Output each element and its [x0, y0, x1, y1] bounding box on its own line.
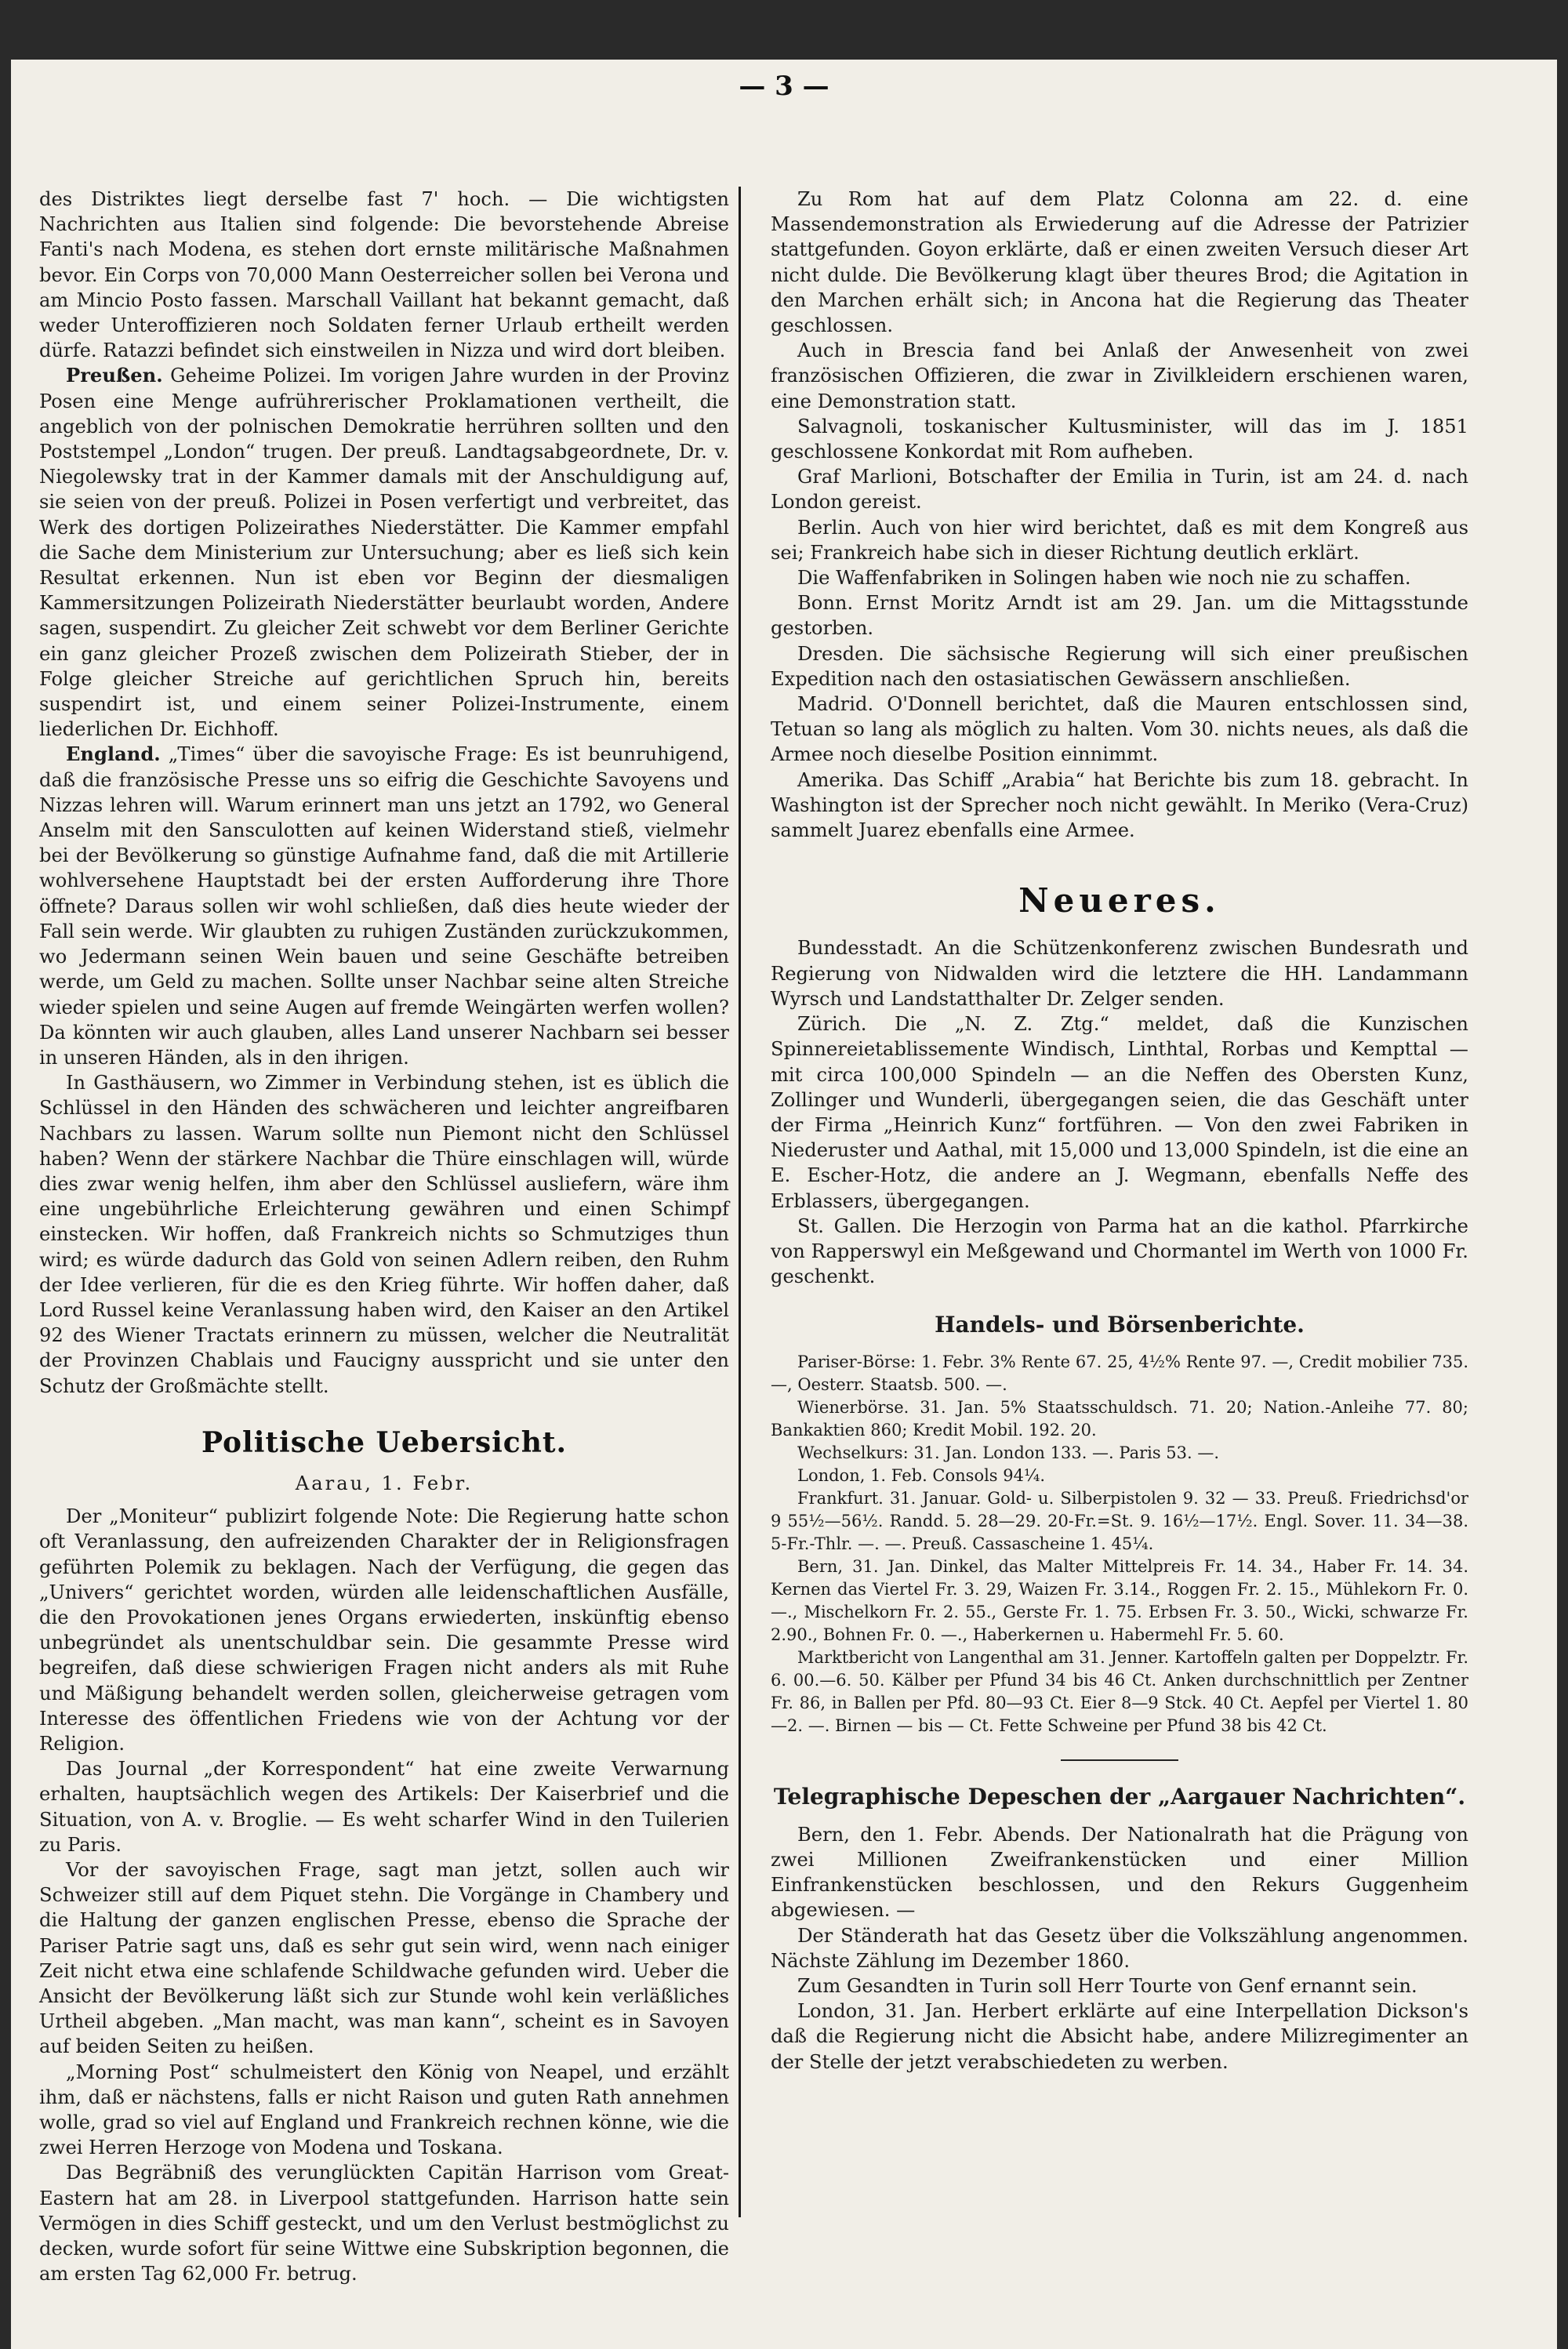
left-column [39, 187, 729, 2285]
article-paragraph: London, 31. Jan. Herbert erklärte auf eine Interpellation Dickson's daß die Regierung nicht die Absicht habe, andere Milizregimenter an der Stelle der jetzt verabschiedeten zu werben. [771, 2000, 1468, 2073]
article-paragraph: Der „Moniteur“ publizirt folgende Note: Die Regierung hatte schon oft Veranlassung, den aufreizenden Charakter der in Religionsfragen geführten Polemik zu beklagen. Nach der Verfügung, die gegen das „Univers“ gerichtet worden, würden alle leidenschaftlichen Ausfälle, die den Provokationen jenes Organs erwiederten, inskünftig ebenso unbegründet als unentschuldbar sein. Die gesammte Presse wird begreifen, daß diese schwierigen Fragen nicht anders als mit Ruhe und Mäßigung behandelt werden sollen, gleicherweise getragen vom Interesse des öffentlichen Friedens wie von der Achtung vor der Religion. [39, 1505, 729, 1755]
article-text: „Times“ über die savoyische Frage: Es ist beunruhigend, daß die französische Presse uns so eifrig die Geschichte Savoyens und Nizzas lehren will. Warum erinnert man uns jetzt an 1792, wo General Anselm mit den Sansculotten auf keinen Widerstand stieß, vielmehr bei der Bevölkerung so günstige Aufnahme fand, daß die mit Artillerie wohlversehene Hauptstadt bei der ersten Aufforderung ihre Thore öffnete? Daraus sollen wir wohl schließen, daß dies heute wieder der Fall sein werde. Wir glaubten zu ruhigen Zuständen zurückzukommen, wo Jedermann seinen Wein bauen und seine Geschäfte betreiben werde, um Geld zu machen. Sollte unser Nachbar seine alten Streiche wieder spielen und seine Augen auf fremde Weingärten werfen wollen? Da könnten wir auch glauben, alles Land unserer Nachbarn sei besser in unseren Händen, als in den ihrigen. [39, 743, 729, 1069]
dateline: Aarau, 1. Febr. [295, 1472, 474, 1494]
article-paragraph: Berlin. Auch von hier wird berichtet, daß es mit dem Kongreß aus sei; Frankreich habe sich in dieser Richtung deutlich erklärt. [771, 516, 1468, 564]
market-report: Wechselkurs: 31. Jan. London 133. —. Paris 53. —. [797, 1443, 1220, 1462]
market-report: London, 1. Feb. Consols 94¼. [797, 1465, 1046, 1485]
article-paragraph: Das Begräbniß des verunglückten Capitän Harrison vom Great-Eastern hat am 28. in Liverpool stattgefunden. Harrison hatte sein Vermögen in dies Schiff gesteckt, und um den Verlust bestmöglichst zu decken, wurde sofort für seine Wittwe eine Subskription begonnen, die am ersten Tag 62,000 Fr. betrug. [39, 2162, 729, 2285]
column-divider [739, 187, 741, 2217]
article-paragraph [39, 363, 729, 742]
article-paragraph: Bundesstadt. An die Schützenkonferenz zwischen Bundesrath und Regierung von Nidwalden wird die letztere die HH. Landammann Wyrsch und Landstatthalter Dr. Zelger senden. [771, 937, 1468, 1010]
article-paragraph: Der Ständerath hat das Gesetz über die Volkszählung angenommen. Nächste Zählung im Dezember 1860. [771, 1924, 1468, 1972]
article-paragraph: „Morning Post“ schulmeistert den König von Neapel, und erzählt ihm, daß er nächstens, falls er nicht Raison und guten Rath annehmen wolle, grad so viel auf England und Frankreich rechnen könne, wie die zwei Herren Herzoge von Modena und Toskana. [39, 2060, 729, 2159]
article-paragraph [39, 742, 729, 1070]
article-paragraph: Zu Rom hat auf dem Platz Colonna am 22. d. eine Massendemonstration als Erwiederung auf die Adresse der Patrizier stattgefunden. Goyon erklärte, daß er einen zweiten Versuch dieser Art nicht dulde. Die Bevölkerung klagt über theures Brod; die Agitation in den Marchen erhält sich; in Ancona hat die Regierung das Theater geschlossen. [771, 188, 1468, 337]
article-paragraph: Dresden. Die sächsische Regierung will sich einer preußischen Expedition nach den ostasiatischen Gewässern anschließen. [771, 642, 1468, 690]
article-paragraph: St. Gallen. Die Herzogin von Parma hat an die kathol. Pfarrkirche von Rapperswyl ein Meßgewand und Chormantel im Werth von 1000 Fr. geschenkt. [771, 1214, 1468, 1288]
article-paragraph: des Distriktes liegt derselbe fast 7' hoch. — Die wichtigsten Nachrichten aus Italien sind folgende: Die bevorstehende Abreise Fanti's nach Modena, es stehen dort ernste militärische Maßnahmen bevor. Ein Corps von 70,000 Mann Oesterreicher sollen bei Verona und am Mincio Posto fassen. Marschall Vaillant hat bekannt gemacht, daß weder Unteroffizieren noch Soldaten ferner Urlaub ertheilt werden dürfe. Ratazzi befindet sich einstweilen in Nizza und wird dort bleiben. [39, 188, 729, 362]
article-paragraph: Bonn. Ernst Moritz Arndt ist am 29. Jan. um die Mittagsstunde gestorben. [771, 592, 1468, 640]
article-paragraph: Zum Gesandten in Turin soll Herr Tourte von Genf ernannt sein. [797, 1974, 1417, 1997]
article-paragraph: Amerika. Das Schiff „Arabia“ hat Berichte bis zum 18. gebracht. In Washington ist der Sprecher noch nicht gewählt. In Meriko (Vera-Cruz) sammelt Juarez ebenfalls eine Armee. [771, 768, 1468, 842]
right-column [771, 187, 1468, 2084]
article-paragraph: Bern, den 1. Febr. Abends. Der Nationalrath hat die Prägung von zwei Millionen Zweifrankenstücken und einer Million Einfrankenstücken beschlossen, und den Rekurs Guggenheim abgewiesen. — [771, 1823, 1468, 1922]
page-number: — 3 — [739, 71, 829, 102]
article-paragraph: Die Waffenfabriken in Solingen haben wie noch nie zu schaffen. [797, 567, 1411, 590]
article-paragraph: Auch in Brescia fand bei Anlaß der Anwesenheit von zwei französischen Offizieren, die zwar in Zivilkleidern erschienen waren, eine Demonstration statt. [771, 339, 1468, 412]
country-heading: Preußen. [66, 364, 163, 387]
market-report: Wienerbörse. 31. Jan. 5% Staatsschuldsch. 71. 20; Nation.-Anleihe 77. 80; Bankaktien 860; Kredit Mobil. 192. 20. [771, 1397, 1468, 1440]
article-paragraph: Vor der savoyischen Frage, sagt man jetzt, sollen auch wir Schweizer still auf dem Piquet stehn. Die Vorgänge in Chambery und die Haltung der ganzen englischen Presse, ebenso die Sprache der Pariser Patrie sagt uns, daß es sehr gut sein wird, wenn nach einiger Zeit nicht etwa eine schlafende Schildwache gefunden wird. Ueber die Ansicht der Bevölkerung läßt sich zur Stunde wohl kein verläßliches Urtheil abgeben. „Man macht, was man kann“, scheint es in Savoyen auf beiden Seiten zu heißen. [39, 1859, 729, 2058]
market-report: Marktbericht von Langenthal am 31. Jenner. Kartoffeln galten per Doppelztr. Fr. 6. 00.—6. 50. Kälber per Pfund 34 bis 46 Ct. Anken durchschnittlich per Zentner Fr. 86, in Ballen per Pfd. 80—93 Ct. Eier 8—9 Stck. 40 Ct. Aepfel per Viertel 1. 80—2. —. Birnen — bis — Ct. Fette Schweine per Pfund 38 bis 42 Ct. [771, 1647, 1468, 1735]
handel-title: Handels- und Börsenberichte. [935, 1312, 1305, 1338]
article-paragraph: Zürich. Die „N. Z. Ztg.“ meldet, daß die Kunzischen Spinnereietablissemente Windisch, Linthtal, Rorbas und Kempttal — mit circa 100,000 Spindeln — an die Neffen des Obersten Kunz, Zollinger und Wunderli, übergegangen seien, die das Geschäft unter der Firma „Heinrich Kunz“ fortführen. — Von den zwei Fabriken in Niederuster und Aathal, mit 15,000 und 13,000 Spindeln, ist die eine an E. Escher-Hotz, die andere an J. Wegmann, ebenfalls Neffe des Erblassers, übergegangen. [771, 1013, 1468, 1212]
article-paragraph: Madrid. O'Donnell berichtet, daß die Mauren entschlossen sind, Tetuan so lang als möglich zu halten. Vom 30. nichts neues, als daß die Armee noch dieselbe Position einnimmt. [771, 693, 1468, 766]
country-heading: England. [66, 742, 161, 766]
section-rule [1061, 1759, 1178, 1761]
article-paragraph: In Gasthäusern, wo Zimmer in Verbindung stehen, ist es üblich die Schlüssel in den Händen des schwächeren und leichter angreifbaren Nachbars zu lassen. Warum sollte nun Piemont nicht den Schlüssel haben? Wenn der stärkere Nachbar die Thüre einschlagen will, würde dies zwar wenig helfen, ihm aber den Schlüssel ausliefern, wäre ihm eine ungebührliche Erleichterung gewähren und einen Schimpf einstecken. Wir hoffen, daß Frankreich nichts so Schmutziges thun wird; es würde dadurch das Gold von seinen Adlern reiben, den Ruhm der Idee verlieren, für die es den Krieg führte. Wir hoffen daher, daß Lord Russel keine Veranlassung haben wird, den Kaiser an den Artikel 92 des Wiener Tractats erinnern zu müssen, welcher die Neutralität der Provinzen Chablais und Faucigny ausspricht und sie unter den Schutz der Großmächte stellt. [39, 1072, 729, 1397]
section-title: Politische Uebersicht. [201, 1425, 568, 1459]
telegraph-title: Telegraphische Depeschen der „Aargauer Nachrichten“. [773, 1783, 1466, 1810]
market-report: Pariser-Börse: 1. Febr. 3% Rente 67. 25, 4½% Rente 97. —, Credit mobilier 735. —, Oesterr. Staatsb. 500. —. [771, 1352, 1468, 1394]
article-paragraph: Das Journal „der Korrespondent“ hat eine zweite Verwarnung erhalten, hauptsächlich wegen des Artikels: Der Kaiserbrief und die Situation, von A. v. Broglie. — Es weht scharfer Wind in den Tuilerien zu Paris. [39, 1758, 729, 1856]
neueres-title: Neueres. [1018, 881, 1221, 920]
article-text: Geheime Polizei. Im vorigen Jahre wurden in der Provinz Posen eine Menge aufrührerischer Proklamationen vertheilt, die angeblich von der polnischen Demokratie herrühren sollten und den Poststempel „London“ trugen. Der preuß. Landtagsabgeordnete, Dr. v. Niegolewsky trat in der Kammer damals mit der Anschuldigung auf, sie seien von der preuß. Polizei in Posen verfertigt und verbreitet, das Werk des dortigen Polizeirathes Niederstätter. Die Kammer empfahl die Sache dem Ministerium zur Untersuchung; aber es ließ sich kein Resultat erkennen. Nun ist eben vor Beginn der diesmaligen Kammersitzungen Polizeirath Niederstätter beurlaubt worden, Andere sagen, suspendirt. Zu gleicher Zeit schwebt vor dem Berliner Gerichte ein ganz gleicher Prozeß zwischen dem Polizeirath Stieber, der in Folge gleicher Streiche auf gerichtlichen Spruch hin, bereits suspendirt ist, und einem seiner Polizei-Instrumente, einem liederlichen Dr. Eichhoff. [39, 365, 729, 741]
market-report: Frankfurt. 31. Januar. Gold- u. Silberpistolen 9. 32 — 33. Preuß. Friedrichsd'or 9 55½—56½. Randd. 5. 28—29. 20-Fr.=St. 9. 16½—17½. Engl. Sover. 11. 34—38. 5-Fr.-Thlr. —. —. Preuß. Cassascheine 1. 45¼. [771, 1488, 1468, 1553]
market-report: Bern, 31. Jan. Dinkel, das Malter Mittelpreis Fr. 14. 34., Haber Fr. 14. 34. Kernen das Viertel Fr. 3. 29, Waizen Fr. 3.14., Roggen Fr. 2. 15., Mühlekorn Fr. 0. —., Mischelkorn Fr. 2. 55., Gerste Fr. 1. 75. Erbsen Fr. 3. 50., Wicki, schwarze Fr. 2.90., Bohnen Fr. 0. —., Haberkernen u. Habermehl Fr. 5. 60. [771, 1556, 1468, 1644]
article-paragraph: Graf Marlioni, Botschafter der Emilia in Turin, ist am 24. d. nach London gereist. [771, 466, 1468, 514]
article-paragraph: Salvagnoli, toskanischer Kultusminister, will das im J. 1851 geschlossene Konkordat mit Rom aufheben. [771, 415, 1468, 463]
